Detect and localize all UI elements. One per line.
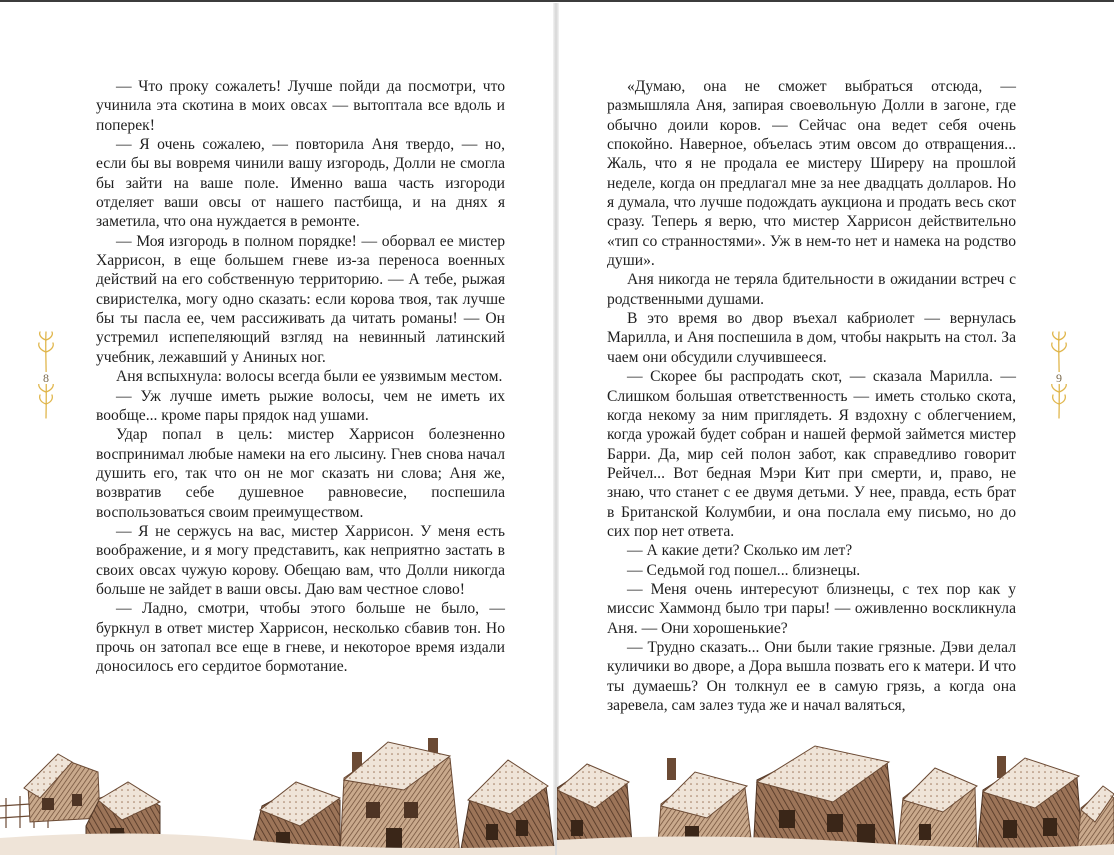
- paragraph: Аня никогда не теряла бдительности в ожидании встреч с родственными душами.: [607, 271, 1016, 308]
- left-folio: [36, 330, 56, 420]
- paragraph: — Я очень сожалею, — повторила Аня твердо, — но, если бы вы вовремя чинили вашу изгородь, Долли не смогла бы зайти на ваше поле. Именно ваша часть изгороди отделяет ваши овсы от нашего пастбища, и на днях я заметила, что она нуждается в ремонте.: [96, 136, 505, 231]
- top-edge-rule: [0, 0, 1114, 2]
- paragraph: — Ладно, смотри, чтобы этого больше не было, — буркнул в ответ мистер Харрисон, несколько сбавив тон. Но прочь он затопал все еще в гневе, и некоторое время издали доносилось его сердитое бормотание.: [96, 600, 505, 676]
- house: [897, 768, 977, 855]
- paragraph: — Уж лучше иметь рыжие волосы, чем не иметь их вообще... кроме пары прядок над ушами.: [96, 387, 505, 424]
- paragraph: — Что проку сожалеть! Лучше пойди да посмотри, что учинила эта скотина в моих овсах — вытоптала все вдоль и поперек!: [96, 78, 505, 134]
- paragraph: — Трудно сказать... Они были такие грязные. Дэви делал куличики во дворе, а Дора вышла позвать его к матери. И что ты думаешь? Он толкнул ее в самую грязь, а когда она заревела, сам залез туда же и начал валяться,: [607, 638, 1016, 714]
- house: [460, 760, 555, 855]
- paragraph: — Скорее бы распродать скот, — сказала Марилла. — Слишком большая ответственность — иметь столько скота, когда некому за ним приглядеть. Я вздохну с облегчением, когда урожай будет собран и нашей фермой займется мистер Барри. Да, мир сей полон забот, как справедливо говорит Рейчел... Вот бедная Мэри Кит при смерти, и, право, не знаю, что станет с ее двумя детьми. У нее, правда, есть брат в Британской Колумбии, и она послала ему письмо, но до сих пор нет ответа.: [607, 368, 1016, 540]
- paragraph: — А какие дети? Сколько им лет?: [627, 542, 853, 560]
- paragraph: Аня вспыхнула: волосы всегда были ее уязвимым местом.: [116, 368, 503, 386]
- paragraph: — Моя изгородь в полном порядке! — оборвал ее мистер Харрисон, в еще большем гневе из-за переноса военных действий на его собственную территорию. — А тебе, рыжая свиристелка, могу одно сказать: если корова твоя, так лучше бы ты пасла ее, чем рассиживать да читать романы! — Он устремил испепеляющий взгляд на невинный латинский учебник, лежавший у Аниных ног.: [96, 232, 505, 366]
- page-number: 9: [1049, 372, 1069, 384]
- house: [977, 756, 1083, 855]
- village-illustration: [557, 728, 1114, 855]
- paragraph: В это время во двор въехал кабриолет — вернулась Марилла, и Аня поспешила в дом, чтобы накрыть на стол. За чаем они обсудили случившееся.: [607, 310, 1016, 366]
- paragraph: — Седьмой год пошел... близнецы.: [627, 561, 861, 579]
- right-page-text: [607, 77, 1016, 715]
- paragraph: — Я не сержусь на вас, мистер Харрисон. У меня есть воображение, и я могу представить, как неприятно застать в своих овсах чужую корову. Обещаю вам, что Долли никогда больше не зайдет в ваши овсы. Даю вам честное слово!: [96, 522, 505, 598]
- house: [340, 738, 460, 855]
- page-number: 8: [36, 372, 56, 384]
- village-illustration: [0, 728, 555, 855]
- left-page-text: [96, 77, 505, 677]
- right-folio: [1049, 330, 1069, 420]
- paragraph: «Думаю, она не сможет выбраться отсюда, — размышляла Аня, запирая своевольную Долли в загоне, где обычно доили коров. — Сейчас она ведет себя очень спокойно. Наверное, объелась этим овсом до отвращения... Жаль, что я не продала ее мистеру Ширеру на прошлой неделе, когда он предлагал мне за нее двадцать долларов. Но я думала, что лучше подождать аукциона и продать весь скот сразу. Теперь я верю, что мистер Харрисон действительно «тип со странностями». Уж в нем-то нет и намека на родство души».: [607, 78, 1016, 270]
- house: [24, 754, 100, 822]
- paragraph: — Меня очень интересуют близнецы, с тех пор как у миссис Хаммонд было три пары! — оживленно воскликнула Аня. — Они хорошенькие?: [607, 580, 1016, 637]
- paragraph: Удар попал в цель: мистер Харрисон болезненно воспринимал любые намеки на его лысину. Гнев снова начал душить его, так что он не мог сказать ни слова; Аня же, возвратив себе душевное равновесие, поспешила воспользоваться своим преимуществом.: [96, 426, 505, 521]
